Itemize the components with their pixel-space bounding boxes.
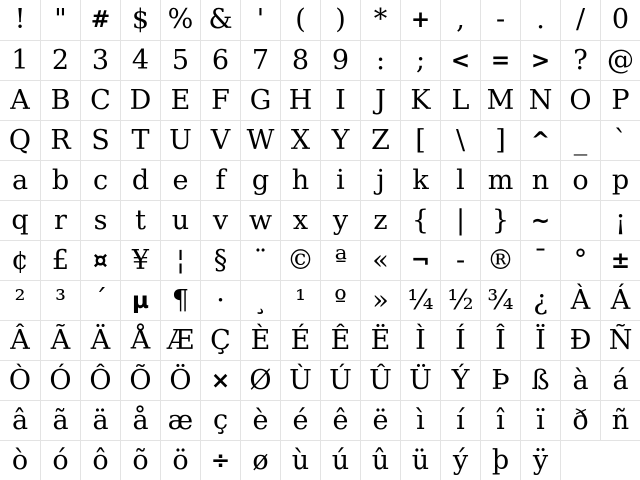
glyph-cell[interactable]: ^ xyxy=(520,120,560,160)
glyph-cell[interactable]: × xyxy=(200,360,240,400)
glyph-cell[interactable]: ² xyxy=(0,280,40,320)
glyph-cell[interactable]: 7 xyxy=(240,40,280,80)
glyph-cell[interactable]: j xyxy=(360,160,400,200)
glyph-cell[interactable]: Á xyxy=(600,280,640,320)
empty-cell xyxy=(600,440,640,480)
glyph-cell[interactable]: è xyxy=(240,400,280,440)
glyph-cell[interactable]: Z xyxy=(360,120,400,160)
glyph-cell[interactable]: ± xyxy=(600,240,640,280)
glyph-cell[interactable]: þ xyxy=(480,440,520,480)
glyph-cell[interactable]: Ê xyxy=(320,320,360,360)
glyph-cell[interactable]: Î xyxy=(480,320,520,360)
glyph-cell[interactable]: N xyxy=(520,80,560,120)
glyph-cell[interactable]: Ñ xyxy=(600,320,640,360)
glyph-cell[interactable]: n xyxy=(520,160,560,200)
glyph-cell[interactable]: ò xyxy=(0,440,40,480)
glyph-cell[interactable]: ¬ xyxy=(400,240,440,280)
glyph-cell[interactable]: ä xyxy=(80,400,120,440)
glyph-cell[interactable]: ð xyxy=(560,400,600,440)
glyph-cell[interactable]: t xyxy=(120,200,160,240)
glyph-cell[interactable]: = xyxy=(480,40,520,80)
glyph-cell[interactable]: Ù xyxy=(280,360,320,400)
glyph-cell[interactable]: * xyxy=(360,0,400,40)
glyph-cell[interactable]: q xyxy=(0,200,40,240)
glyph-cell[interactable]: u xyxy=(160,200,200,240)
glyph-cell[interactable]: ¡ xyxy=(600,200,640,240)
glyph-cell[interactable]: 4 xyxy=(120,40,160,80)
glyph-cell[interactable]: ? xyxy=(560,40,600,80)
glyph-cell[interactable]: v xyxy=(200,200,240,240)
glyph-cell[interactable]: û xyxy=(360,440,400,480)
glyph-cell[interactable]: Æ xyxy=(160,320,200,360)
glyph-cell[interactable]: | xyxy=(440,200,480,240)
glyph-cell[interactable]: æ xyxy=(160,400,200,440)
glyph-cell[interactable]: á xyxy=(600,360,640,400)
glyph-cell[interactable]: 0 xyxy=(600,0,640,40)
glyph-cell[interactable]: > xyxy=(520,40,560,80)
glyph-cell[interactable]: Y xyxy=(320,120,360,160)
glyph-cell[interactable]: Ô xyxy=(80,360,120,400)
glyph-cell[interactable]: e xyxy=(160,160,200,200)
glyph-cell[interactable]: 3 xyxy=(80,40,120,80)
glyph-cell[interactable]: r xyxy=(40,200,80,240)
glyph-cell[interactable]: ® xyxy=(480,240,520,280)
glyph-cell[interactable]: ¶ xyxy=(160,280,200,320)
glyph-cell[interactable]: x xyxy=(280,200,320,240)
glyph-cell[interactable]: , xyxy=(440,0,480,40)
glyph-cell[interactable]: ú xyxy=(320,440,360,480)
glyph-cell[interactable]: Ì xyxy=(400,320,440,360)
glyph-cell[interactable]: Ó xyxy=(40,360,80,400)
glyph-cell[interactable]: ³ xyxy=(40,280,80,320)
glyph-cell[interactable]: Â xyxy=(0,320,40,360)
glyph-cell[interactable]: Å xyxy=(120,320,160,360)
glyph-cell[interactable]: ý xyxy=(440,440,480,480)
glyph-cell[interactable]: Ä xyxy=(80,320,120,360)
glyph-cell[interactable]: 9 xyxy=(320,40,360,80)
glyph-cell[interactable]: G xyxy=(240,80,280,120)
glyph-cell[interactable]: ó xyxy=(40,440,80,480)
glyph-cell[interactable]: À xyxy=(560,280,600,320)
glyph-cell[interactable]: d xyxy=(120,160,160,200)
glyph-cell[interactable]: £ xyxy=(40,240,80,280)
glyph-cell[interactable]: ª xyxy=(320,240,360,280)
glyph-cell[interactable]: ø xyxy=(240,440,280,480)
glyph-cell[interactable]: ã xyxy=(40,400,80,440)
glyph-cell[interactable]: Ý xyxy=(440,360,480,400)
glyph-cell[interactable]: \ xyxy=(440,120,480,160)
glyph-cell[interactable]: + xyxy=(400,0,440,40)
glyph-cell[interactable]: ô xyxy=(80,440,120,480)
glyph-cell[interactable]: ( xyxy=(280,0,320,40)
glyph-cell[interactable]: Õ xyxy=(120,360,160,400)
glyph-cell[interactable]: V xyxy=(200,120,240,160)
glyph-cell[interactable]: K xyxy=(400,80,440,120)
glyph-cell[interactable]: E xyxy=(160,80,200,120)
glyph-cell[interactable]: Q xyxy=(0,120,40,160)
glyph-cell[interactable]: ¼ xyxy=(400,280,440,320)
glyph-cell[interactable]: Û xyxy=(360,360,400,400)
glyph-cell[interactable]: X xyxy=(280,120,320,160)
glyph-cell[interactable]: ê xyxy=(320,400,360,440)
glyph-cell[interactable]: í xyxy=(440,400,480,440)
glyph-cell[interactable]: Ï xyxy=(520,320,560,360)
glyph-cell[interactable]: " xyxy=(40,0,80,40)
glyph-cell[interactable]: ç xyxy=(200,400,240,440)
glyph-cell[interactable]: õ xyxy=(120,440,160,480)
glyph-cell[interactable]: ¹ xyxy=(280,280,320,320)
glyph-cell[interactable]: W xyxy=(240,120,280,160)
glyph-cell[interactable]: O xyxy=(560,80,600,120)
glyph-cell[interactable]: : xyxy=(360,40,400,80)
glyph-cell[interactable]: 5 xyxy=(160,40,200,80)
glyph-cell[interactable]: ñ xyxy=(600,400,640,440)
glyph-cell[interactable]: y xyxy=(320,200,360,240)
glyph-cell[interactable]: / xyxy=(560,0,600,40)
glyph-cell[interactable]: - xyxy=(440,240,480,280)
glyph-cell[interactable]: ¥ xyxy=(120,240,160,280)
glyph-cell[interactable]: b xyxy=(40,160,80,200)
glyph-cell[interactable]: H xyxy=(280,80,320,120)
glyph-cell[interactable]: ¯ xyxy=(520,240,560,280)
glyph-cell[interactable]: Ø xyxy=(240,360,280,400)
glyph-cell[interactable]: I xyxy=(320,80,360,120)
glyph-cell[interactable]: ° xyxy=(560,240,600,280)
glyph-cell[interactable]: p xyxy=(600,160,640,200)
glyph-cell[interactable]: ¸ xyxy=(240,280,280,320)
glyph-cell[interactable]: Ö xyxy=(160,360,200,400)
glyph-cell[interactable]: f xyxy=(200,160,240,200)
glyph-cell[interactable]: î xyxy=(480,400,520,440)
glyph-cell[interactable]: ¨ xyxy=(240,240,280,280)
glyph-cell[interactable]: - xyxy=(480,0,520,40)
glyph-cell[interactable]: z xyxy=(360,200,400,240)
glyph-cell[interactable]: $ xyxy=(120,0,160,40)
glyph-cell[interactable]: · xyxy=(200,280,240,320)
glyph-cell[interactable]: ö xyxy=(160,440,200,480)
glyph-cell[interactable]: ù xyxy=(280,440,320,480)
glyph-cell[interactable]: ¢ xyxy=(0,240,40,280)
glyph-cell[interactable]: a xyxy=(0,160,40,200)
empty-cell xyxy=(560,440,600,480)
glyph-cell[interactable]: @ xyxy=(600,40,640,80)
glyph-cell[interactable]: h xyxy=(280,160,320,200)
glyph-cell[interactable]: 8 xyxy=(280,40,320,80)
glyph-cell[interactable]: S xyxy=(80,120,120,160)
glyph-cell[interactable]: Ò xyxy=(0,360,40,400)
glyph-cell[interactable]: w xyxy=(240,200,280,240)
glyph-cell[interactable]: # xyxy=(80,0,120,40)
glyph-cell[interactable]: ] xyxy=(480,120,520,160)
glyph-cell[interactable]: ë xyxy=(360,400,400,440)
glyph-cell[interactable]: 2 xyxy=(40,40,80,80)
glyph-cell[interactable]: ß xyxy=(520,360,560,400)
glyph-cell[interactable]: ' xyxy=(240,0,280,40)
glyph-cell[interactable]: F xyxy=(200,80,240,120)
glyph-cell[interactable]: L xyxy=(440,80,480,120)
glyph-cell[interactable]: ! xyxy=(14,4,26,35)
glyph-cell[interactable]: { xyxy=(400,200,440,240)
glyph-cell[interactable]: 1 xyxy=(0,40,40,80)
glyph-cell[interactable]: U xyxy=(160,120,200,160)
glyph-cell[interactable]: ´ xyxy=(80,280,120,320)
glyph-cell[interactable]: _ xyxy=(560,120,600,160)
glyph-cell[interactable]: i xyxy=(320,160,360,200)
glyph-cell[interactable]: à xyxy=(560,360,600,400)
glyph-cell[interactable]: µ xyxy=(120,280,160,320)
glyph-cell[interactable]: ü xyxy=(400,440,440,480)
glyph-cell[interactable]: ÷ xyxy=(200,440,240,480)
glyph-cell[interactable]: % xyxy=(160,0,200,40)
glyph-cell[interactable]: s xyxy=(80,200,120,240)
glyph-cell[interactable]: R xyxy=(40,120,80,160)
glyph-cell[interactable]: Ë xyxy=(360,320,400,360)
glyph-cell[interactable]: ½ xyxy=(440,280,480,320)
glyph-cell[interactable]: ` xyxy=(600,120,640,160)
glyph-cell[interactable]: M xyxy=(480,80,520,120)
glyph-cell[interactable]: ¿ xyxy=(520,280,560,320)
glyph-cell[interactable]: } xyxy=(480,200,520,240)
glyph-cell[interactable]: m xyxy=(480,160,520,200)
glyph-cell[interactable]: Ð xyxy=(560,320,600,360)
glyph-cell[interactable]: T xyxy=(120,120,160,160)
glyph-cell[interactable]: » xyxy=(360,280,400,320)
glyph-cell[interactable]: Ã xyxy=(40,320,80,360)
glyph-cell[interactable]: ï xyxy=(520,400,560,440)
glyph-cell[interactable]: Þ xyxy=(480,360,520,400)
glyph-cell[interactable]: P xyxy=(600,80,640,120)
glyph-cell[interactable]: ¤ xyxy=(80,240,120,280)
glyph-cell[interactable]: k xyxy=(400,160,440,200)
glyph-cell[interactable]: © xyxy=(280,240,320,280)
glyph-cell[interactable]: È xyxy=(240,320,280,360)
glyph-cell[interactable]: D xyxy=(120,80,160,120)
glyph-cell[interactable]: B xyxy=(40,80,80,120)
glyph-cell[interactable]: ¦ xyxy=(160,240,200,280)
glyph-cell[interactable]: ¾ xyxy=(480,280,520,320)
glyph-cell[interactable]: l xyxy=(440,160,480,200)
glyph-cell[interactable]: Í xyxy=(440,320,480,360)
glyph-cell[interactable]: º xyxy=(320,280,360,320)
glyph-cell[interactable]: Ü xyxy=(400,360,440,400)
glyph-cell[interactable]: . xyxy=(520,0,560,40)
glyph-cell[interactable]: â xyxy=(0,400,40,440)
glyph-cell[interactable]: 6 xyxy=(200,40,240,80)
glyph-cell[interactable]: Ç xyxy=(200,320,240,360)
glyph-cell[interactable]: ÿ xyxy=(520,440,560,480)
glyph-cell[interactable]: & xyxy=(200,0,240,40)
glyph-cell[interactable]: ì xyxy=(400,400,440,440)
glyph-cell[interactable]: ~ xyxy=(520,200,560,240)
glyph-cell[interactable]: § xyxy=(200,240,240,280)
glyph-cell[interactable]: Ú xyxy=(320,360,360,400)
glyph-cell[interactable]: é xyxy=(280,400,320,440)
empty-cell xyxy=(560,200,600,240)
glyph-cell[interactable]: å xyxy=(120,400,160,440)
glyph-cell[interactable]: C xyxy=(80,80,120,120)
glyph-cell[interactable]: o xyxy=(560,160,600,200)
glyph-cell[interactable]: É xyxy=(280,320,320,360)
glyph-cell[interactable]: [ xyxy=(400,120,440,160)
glyph-cell[interactable]: ; xyxy=(400,40,440,80)
glyph-cell[interactable]: < xyxy=(440,40,480,80)
glyph-cell[interactable]: J xyxy=(360,80,400,120)
glyph-cell[interactable]: c xyxy=(80,160,120,200)
glyph-cell[interactable]: A xyxy=(0,80,40,120)
glyph-cell[interactable]: ) xyxy=(320,0,360,40)
glyph-cell[interactable]: « xyxy=(360,240,400,280)
glyph-cell[interactable]: g xyxy=(240,160,280,200)
